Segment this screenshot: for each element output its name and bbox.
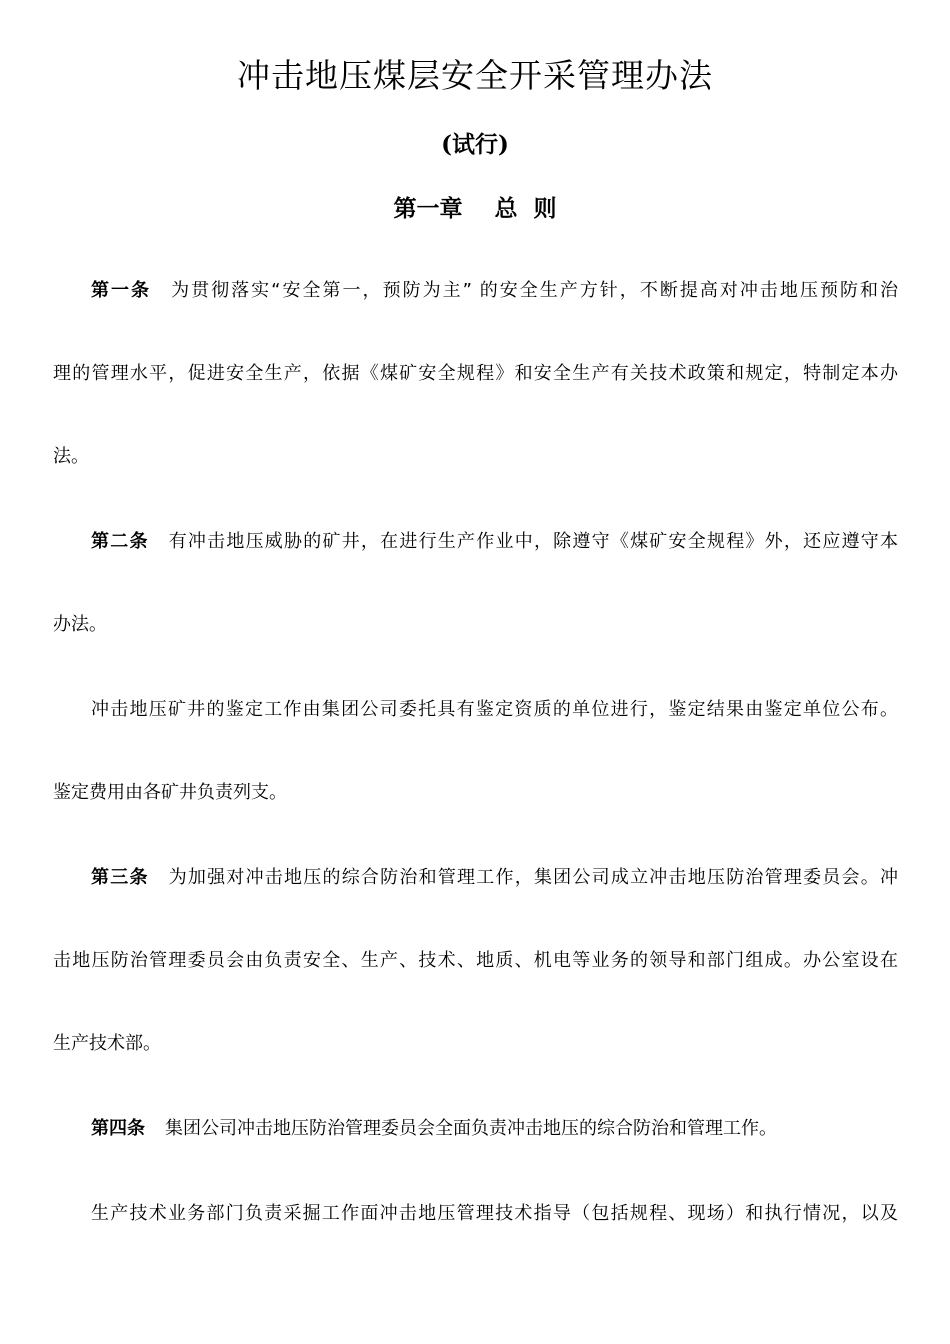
article-2-label: 第二条 bbox=[91, 531, 149, 552]
article-3-line-1 bbox=[91, 866, 898, 890]
article-3-line-2: 击地压防治管理委员会由负责安全、生产、技术、地质、机电等业务的领导和部门组成。办公室设在 bbox=[53, 950, 898, 971]
article-1-label: 第一条 bbox=[91, 280, 152, 301]
article-1-text-1: 为贯彻落实“安全第一，预防为主” 的安全生产方针，不断提高对冲击地压预防和治 bbox=[171, 280, 899, 301]
article-2-extra-line-2: 鉴定费用由各矿井负责列支。 bbox=[53, 782, 287, 803]
article-4-text-1: 集团公司冲击地压防治管理委员会全面负责冲击地压的综合防治和管理工作。 bbox=[165, 1118, 777, 1139]
article-2-extra-line-1: 冲击地压矿井的鉴定工作由集团公司委托具有鉴定资质的单位进行，鉴定结果由鉴定单位公布。 bbox=[91, 699, 898, 720]
document-title: 冲击地压煤层安全开采管理办法 bbox=[237, 56, 713, 95]
article-2-line-1 bbox=[91, 530, 898, 554]
article-4-line-1 bbox=[91, 1117, 898, 1141]
article-3-label: 第三条 bbox=[91, 867, 149, 888]
article-1-line-2: 理的管理水平，促进安全生产，依据《煤矿安全规程》和安全生产有关技术政策和规定，特制定本办 bbox=[53, 363, 898, 384]
chapter-heading: 第一章 总 则 bbox=[393, 195, 557, 222]
document-subtitle: (试行) bbox=[441, 131, 509, 158]
article-1-line-3: 法。 bbox=[53, 446, 89, 467]
article-3-text-1: 为加强对冲击地压的综合防治和管理工作，集团公司成立冲击地压防治管理委员会。冲 bbox=[168, 867, 899, 888]
article-2-text-1: 有冲击地压威胁的矿井，在进行生产作业中，除遵守《煤矿安全规程》外，还应遵守本 bbox=[168, 531, 899, 552]
article-4-extra-line-1: 生产技术业务部门负责采掘工作面冲击地压管理技术指导（包括规程、现场）和执行情况，以及 bbox=[91, 1203, 898, 1224]
article-1-line-1 bbox=[91, 279, 898, 303]
article-4-label: 第四条 bbox=[91, 1118, 145, 1139]
article-2-line-2: 办法。 bbox=[53, 614, 107, 635]
article-3-line-3: 生产技术部。 bbox=[53, 1033, 161, 1054]
